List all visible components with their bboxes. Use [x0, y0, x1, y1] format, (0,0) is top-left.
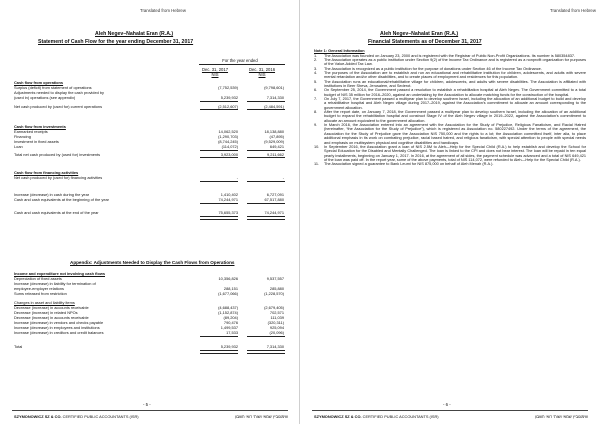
period-header: For the year ended	[222, 58, 258, 63]
note-item	[314, 88, 586, 97]
subtotal-rule	[200, 150, 238, 151]
note-item	[314, 123, 586, 145]
page-notes	[300, 0, 600, 424]
row-label: employee-employer relations	[14, 286, 64, 291]
section-heading-label: Income and expenditure not involving cash flows	[14, 271, 106, 276]
firm-name-text: SZYMONOWICZ SZ & CO.	[314, 414, 362, 419]
value-2016: 9,537,557	[266, 276, 284, 281]
row-label: Decrease (increase) in related NPOs	[14, 310, 78, 315]
value-2016: (9,529,009)	[264, 139, 284, 144]
value-2017: (8,744,245)	[218, 139, 238, 144]
notes-section	[314, 49, 586, 167]
section-heading-label: Cash flow from operations	[14, 80, 64, 85]
note-number: 3.	[314, 66, 318, 71]
value-2016: (1,228,570)	[264, 291, 284, 296]
footer-rule	[12, 410, 288, 411]
value-2016: 74,244,971	[264, 210, 284, 215]
section-heading-label: Cash flow from financing activities	[14, 170, 79, 175]
value-2017: 288,151	[223, 286, 238, 291]
subtotal-rule	[247, 150, 285, 151]
notes-list	[314, 54, 586, 167]
col2-currency: NIS	[258, 72, 266, 77]
firm-subtitle: CERTIFIED PUBLIC ACCOUNTANTS (ISR)	[62, 414, 139, 419]
row-label: Increase (decrease) in vendors and checks payable	[14, 320, 104, 325]
row-label: (used in) operations (see appendix)	[14, 95, 76, 100]
row-label: Total net cash produced by (used for) investments	[14, 152, 101, 157]
note-text: On July 7, 2017, the Government passed a multiyear plan to develop southern Israel, including the allocation of an additional budget to build and develop a rehabilitative hospital and Aleh Negev village during 2017–2019, against the Association's commitment to allocate an amount corresponding to the government allocation.	[324, 97, 586, 110]
section-heading-label: Changes in asset and liability items	[14, 300, 75, 305]
value-2017: 75,655,373	[218, 210, 238, 215]
total-double-rule	[247, 350, 285, 354]
value-2016: 649,421	[269, 144, 284, 149]
note-number: 6.	[314, 88, 318, 93]
note-item	[314, 145, 586, 162]
row-label: Net cash produced by (used for) financing activities	[14, 175, 103, 180]
row-label: Cash and cash equivalents at the beginning of the year	[14, 197, 109, 202]
value-2017: (114,072)	[221, 144, 238, 149]
translated-note: Translated from Hebrew	[140, 8, 186, 13]
subtotal-rule	[200, 336, 238, 337]
note-text: The purposes of the Association are to establish and run an educational and rehabilitative institution for children, adolescents, and adults with severe mental retardation and/or other disabilities, and to create places of employment and residences for this population.	[324, 71, 586, 80]
col1-currency: NIS	[211, 72, 219, 77]
value-2016: 7,314,330	[266, 344, 284, 349]
table-row	[14, 175, 288, 180]
subtotal-rule	[247, 336, 285, 337]
note-item	[314, 110, 586, 123]
table-row	[14, 210, 288, 215]
note-number: 9.	[314, 123, 318, 128]
row-label: Surplus (deficit) from statement of operations	[14, 85, 92, 90]
statement-title: Financial Statements as of December 31, 2017	[368, 39, 482, 45]
value-2016: 6,727,091	[266, 192, 284, 197]
row-label: Cash and cash equivalents at the end of the year	[14, 210, 99, 215]
note-text: In September 2016, the Association grant a loan of NIS 2.5M to Aleh—Help for the Special Child (R.A.) to help establish and develop the School for Special Education for the Disabled and Mentally Challenged. The loan is linked to the CPI and does not bear interest. The loan will be repaid in ten equal yearly installments, beginning on January 1, 2017. In 2016, at the agreement of all sides, the payment schedule was advanced and a total of NIS 649,421 of the loan was paid off. In the report year, some of the above payments, total of NIS 114,072, were refunded to Aleh—Help for the Special Child (R.A.).	[324, 144, 586, 162]
col1-header: Dec. 31, 2017	[201, 67, 229, 72]
value-2017: 74,244,971	[218, 197, 238, 202]
value-2016: 111,039	[270, 315, 284, 320]
note-number: 2.	[314, 57, 318, 62]
page-number: - 5 -	[143, 402, 151, 407]
firm-subtitle: CERTIFIED PUBLIC ACCOUNTANTS (ISR)	[362, 414, 439, 419]
table-row	[14, 144, 288, 149]
col2-header: Dec. 31, 2016	[248, 67, 276, 72]
row-label: Decrease (increase) in accounts receivable	[14, 305, 89, 310]
row-label: Decrease (increase) in accounts receivable	[14, 315, 89, 320]
footer-rule	[312, 410, 588, 411]
value-2017: 3,923,000	[220, 152, 238, 157]
note-number: 5.	[314, 79, 318, 84]
value-2017: 1,410,402	[220, 192, 238, 197]
value-2016: 18,138,880	[264, 129, 284, 134]
value-2016: 7,314,330	[266, 95, 284, 100]
row-label: Increase (decrease) in creditors and credit balances	[14, 330, 104, 335]
section-heading-label: Cash flow from investments	[14, 124, 66, 129]
row-label: Increase (decrease) in liability for termination of	[14, 281, 96, 286]
value-2017: (1,290,703)	[218, 134, 238, 139]
note-text: In March 2016, the Association entered into an agreement with the Association for the Study of Prejudice, Religious Fanaticism, and Racial Hatred (hereinafter, “the Association for the Study of Prejudice”), which is registered as Association no. 580227492. Under the terms of the agreement, the Association for the Study of Prejudice gave the Association NIS 750,000 and the rights to a lot; the Association committed itself, inter alia, to place additional emphasis in its work on combating prejudice, racial based hatred, and religious fanaticism, with special attention to people with special needs and emphasis on multisystem physical and cognitive disabilities and handicaps.	[324, 123, 586, 145]
translated-note: Translated from Hebrew	[550, 8, 596, 13]
note-number: 10.	[314, 144, 320, 149]
total-double-rule	[200, 350, 238, 354]
appendix-title: Appendix: Adjustments Needed to Display the Cash Flows from Operations	[70, 260, 235, 265]
value-2017: (2,512,607)	[218, 104, 238, 109]
org-title: Aleh Negev–Nahalat Eran (R.A.)	[380, 31, 459, 37]
value-2017: (7,752,539)	[218, 85, 238, 90]
value-2017: (1,152,874)	[218, 310, 238, 315]
row-label: Earmarked receipts	[14, 129, 48, 134]
note-number: 4.	[314, 71, 318, 76]
subtotal-rule	[247, 101, 285, 102]
note-item	[314, 58, 586, 67]
value-2017: 790,476	[223, 320, 238, 325]
value-2017: 14,062,520	[218, 129, 238, 134]
subtotal-rule	[200, 203, 238, 204]
value-2017: -	[236, 175, 238, 180]
row-label: Loan	[14, 144, 23, 149]
row-label: Increase (decrease) in cash during the year	[14, 192, 90, 197]
note-number: 7.	[314, 97, 318, 102]
note-item	[314, 71, 586, 80]
value-2017: 10,356,826	[218, 276, 238, 281]
row-label: Net cash produced by (used for) current operations	[14, 104, 103, 109]
value-2016: 9,211,662	[266, 152, 284, 157]
value-2017: 5,239,932	[220, 344, 238, 349]
value-2016: -	[282, 175, 284, 180]
firm-name	[314, 414, 439, 419]
subtotal-rule	[200, 181, 238, 182]
subtotal-rule	[247, 203, 285, 204]
subtotal-rule	[247, 109, 285, 110]
table-row	[14, 330, 288, 335]
row-label: Depreciation of fixed assets	[14, 276, 62, 281]
value-2017: (4,688,437)	[218, 305, 238, 310]
value-2017: (1,677,066)	[218, 291, 238, 296]
value-2016: (2,484,591)	[264, 104, 284, 109]
subtotal-rule	[247, 181, 285, 182]
note-text: On September 25, 2014, the Government passed a resolution to establish a rehabilitation hospital at Aleh Negev. The Government committed to a total budget of NIS 35 million for 2016–2020, against an undertaking by the Association to allocate matching funds for the construction of the hospital.	[324, 88, 586, 97]
value-2017: (89,204)	[223, 315, 238, 320]
row-label: Total	[14, 344, 23, 349]
row-label: Adjustments needed to display the cash provided by	[14, 90, 104, 95]
subtotal-rule	[200, 157, 238, 158]
value-2017: 5,239,932	[220, 95, 238, 100]
total-double-rule	[247, 216, 285, 220]
firm-hebrew: שימונוביץ שמאי ושות' רואי חשבון	[234, 414, 288, 419]
value-2016: 702,571	[269, 310, 284, 315]
note-number: 8.	[314, 110, 318, 115]
value-2016: 67,517,880	[264, 197, 284, 202]
table-row	[14, 344, 288, 349]
row-label: Financing	[14, 134, 31, 139]
note-number: 1.	[314, 53, 318, 58]
value-2016: (2,679,405)	[264, 305, 284, 310]
row-label: Increase (decrease) in employees and institutions	[14, 325, 100, 330]
value-2017: 17,533	[226, 330, 238, 335]
row-label: Sums released from restriction	[14, 291, 67, 296]
value-2017: 1,499,537	[220, 325, 238, 330]
org-title: Aleh Negev–Nahalat Eran (R.A.)	[95, 31, 174, 37]
note-item	[314, 97, 586, 110]
note-text: The Association signed a guarantee to Bank Leumi for NIS 875,000 on behalf of Aleh Menah (R.A.).	[324, 162, 494, 167]
note-text: The Association runs an educational/rehabilitative village for children, adolescents, and adults with severe disabilities. The Association is affiliated with institutions in Beer Sheva, Jerusalem, and Sederot.	[324, 79, 586, 89]
note-text: The Association is recognized as a public institution for the purpose of donations under Section 46 of the Income Tax Ordinance.	[324, 66, 542, 71]
note-text: The Association operates as a public institution under Section 9(2) of the Income Tax Ordinance and is registered as a nonprofit organization for purposes of the Value-Added Tax Law.	[324, 57, 586, 67]
firm-hebrew: שימונוביץ שמאי ושות' רואי חשבון	[534, 414, 588, 419]
table-row	[14, 197, 288, 202]
notes-heading: Note 1: General Information	[314, 49, 365, 53]
value-2016: (9,798,601)	[264, 85, 284, 90]
page-number: - 6 -	[443, 402, 451, 407]
firm-name-text: SZYMONOWICZ SZ & CO.	[14, 414, 62, 419]
value-2016: (47,895)	[269, 134, 284, 139]
value-2016: 925,094	[269, 325, 284, 330]
value-2016: (20,096)	[269, 330, 284, 335]
subtotal-rule	[200, 109, 238, 110]
period-underline	[199, 64, 285, 65]
statement-title: Statement of Cash Flow for the year ending December 31, 2017	[38, 39, 194, 45]
row-label: Investment in fixed assets	[14, 139, 59, 144]
total-double-rule	[200, 216, 238, 220]
table-row	[14, 95, 288, 100]
subtotal-rule	[200, 101, 238, 102]
note-text: The Association was founded on January 23, 2000 and is registered with the Registrar of Public Non-Profit Organizations. Its number is 580354837.	[324, 53, 576, 58]
table-row	[14, 291, 288, 296]
value-2016: 285,880	[269, 286, 284, 291]
note-text: After the report date, on January 7, 2018, the Government passed a multiyear plan to develop southern Israel, including the allocation of an additional budget to expand the rehabilitation hospital and construct Stage IV of the Aleh Negev village in 2019–2022, against the Association's commitment to allocate an amount equivalent to the government allocation.	[324, 110, 586, 123]
subtotal-rule	[247, 157, 285, 158]
note-item	[314, 80, 586, 89]
note-item	[314, 162, 586, 166]
note-number: 11.	[314, 162, 320, 167]
firm-name	[14, 414, 139, 419]
value-2016: (320,311)	[267, 320, 284, 325]
